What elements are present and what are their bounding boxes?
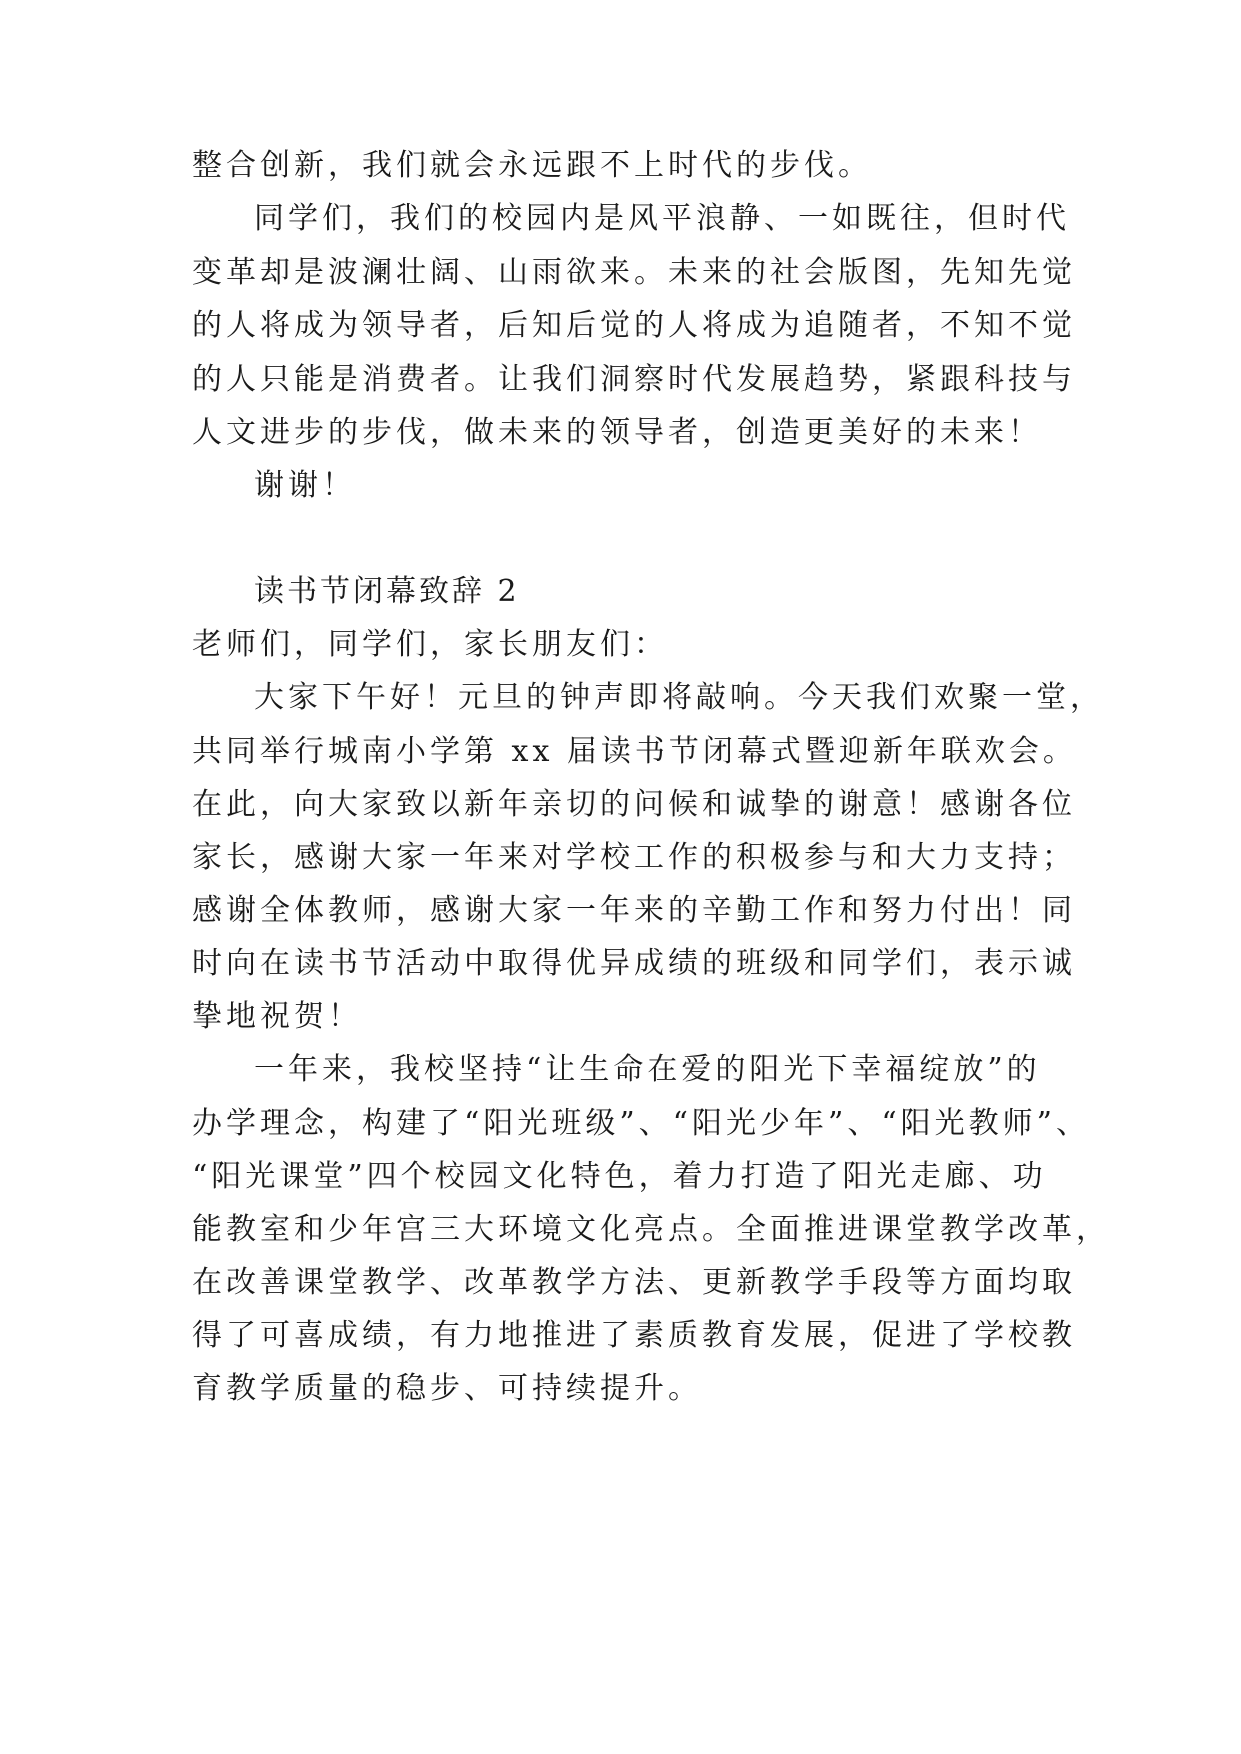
paragraph-start-line: 大家下午好！元旦的钟声即将敲响。今天我们欢聚一堂， (254, 680, 1104, 715)
text-line: 感谢全体教师，感谢大家一年来的辛勤工作和努力付出！同 (192, 893, 1076, 928)
text-line: 在此，向大家致以新年亲切的问候和诚挚的谢意！感谢各位 (192, 787, 1076, 822)
section-title: 读书节闭幕致辞 2 (254, 574, 520, 609)
closing-thanks: 谢谢！ (254, 468, 356, 503)
text-line: 育教学质量的稳步、可持续提升。 (192, 1371, 702, 1406)
text-line: 的人将成为领导者，后知后觉的人将成为追随者，不知不觉 (192, 308, 1076, 343)
text-line: “阳光课堂”四个校园文化特色，着力打造了阳光走廊、功 (192, 1159, 1047, 1194)
paragraph-start-line: 一年来，我校坚持“让生命在爱的阳光下幸福绽放”的 (254, 1052, 1041, 1087)
text-line: 时向在读书节活动中取得优异成绩的班级和同学们，表示诚 (192, 946, 1076, 981)
text-line: 家长，感谢大家一年来对学校工作的积极参与和大力支持； (192, 840, 1076, 875)
text-line: 共同举行城南小学第 xx 届读书节闭幕式暨迎新年联欢会。 (192, 734, 1077, 769)
text-line: 人文进步的步伐，做未来的领导者，创造更美好的未来！ (192, 415, 1042, 450)
salutation: 老师们，同学们，家长朋友们： (192, 627, 668, 662)
text-line: 挚地祝贺！ (192, 999, 362, 1034)
text-line: 办学理念，构建了“阳光班级”、“阳光少年”、“阳光教师”、 (192, 1106, 1091, 1141)
paragraph-start-line: 同学们，我们的校园内是风平浪静、一如既往，但时代 (254, 201, 1070, 236)
text-line: 变革却是波澜壮阔、山雨欲来。未来的社会版图，先知先觉 (192, 255, 1076, 290)
text-line: 能教室和少年宫三大环境文化亮点。全面推进课堂教学改革， (192, 1212, 1110, 1247)
text-line: 在改善课堂教学、改革教学方法、更新教学手段等方面均取 (192, 1265, 1076, 1300)
text-line: 的人只能是消费者。让我们洞察时代发展趋势，紧跟科技与 (192, 362, 1076, 397)
text-line: 整合创新，我们就会永远跟不上时代的步伐。 (192, 148, 872, 183)
text-line: 得了可喜成绩，有力地推进了素质教育发展，促进了学校教 (192, 1318, 1076, 1353)
